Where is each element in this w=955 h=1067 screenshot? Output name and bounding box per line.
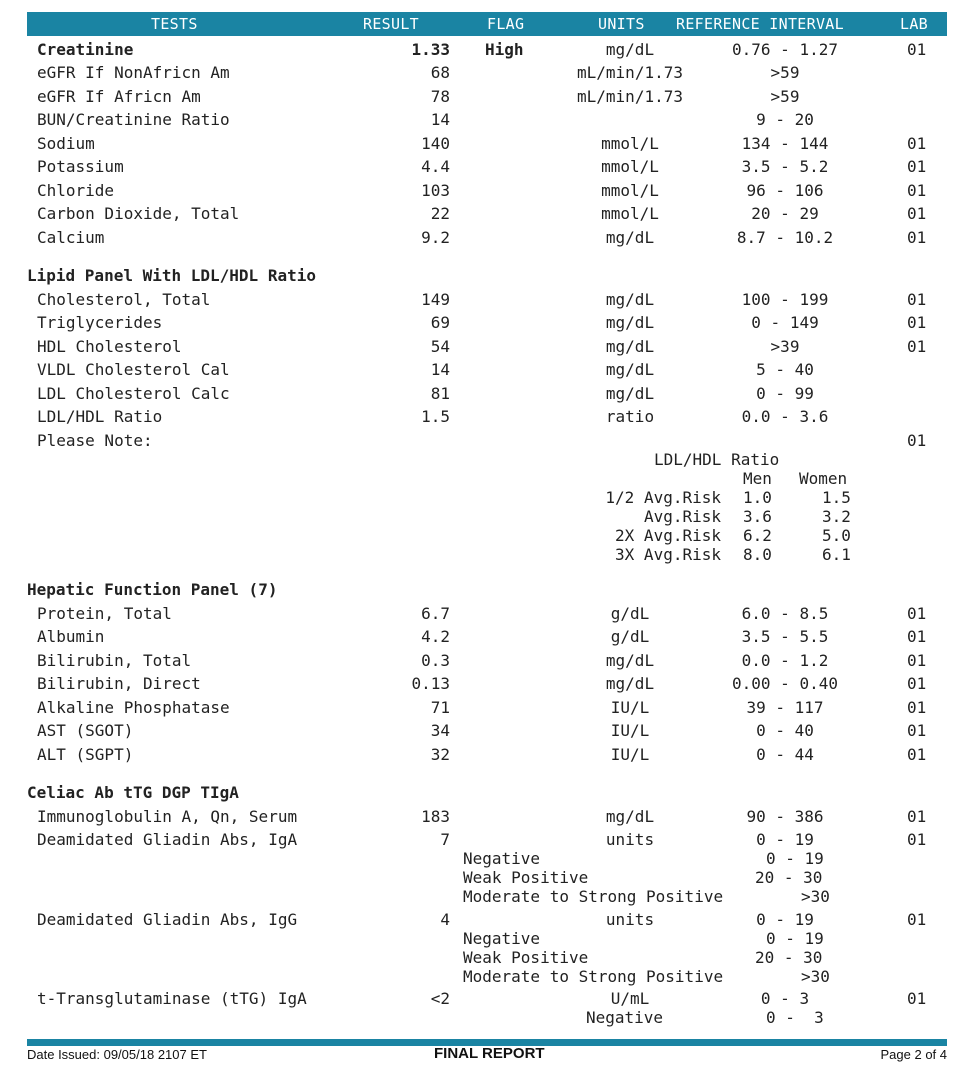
table-row <box>0 360 955 382</box>
test-units: mg/dL <box>605 40 655 59</box>
interpretation-range: 20 - 30 <box>755 868 823 887</box>
interpretation-range: >30 <box>801 967 830 986</box>
test-result: 1.5 <box>421 407 450 426</box>
ratio-note-risk-label: 3X Avg.Risk <box>615 545 721 564</box>
reference-interval: 0.00 - 0.40 <box>732 674 838 693</box>
lab-code: 01 <box>907 830 927 849</box>
ratio-note-risk-label: Avg.Risk <box>643 507 721 526</box>
test-units: mg/dL <box>605 313 655 332</box>
test-name: t-Transglutaminase (tTG) IgA <box>37 989 307 1008</box>
table-row <box>0 698 955 720</box>
test-units: mg/dL <box>605 290 655 309</box>
section-title: Hepatic Function Panel (7) <box>27 580 278 599</box>
col-result: RESULT <box>363 15 419 33</box>
test-result: 149 <box>421 290 450 309</box>
lab-code: 01 <box>907 40 927 59</box>
reference-interval: >59 <box>770 63 800 82</box>
date-issued: Date Issued: 09/05/18 2107 ET <box>27 1047 207 1062</box>
table-row <box>0 313 955 335</box>
ratio-note-title: LDL/HDL Ratio <box>654 450 780 469</box>
table-row <box>0 63 955 85</box>
test-result: 14 <box>430 360 450 379</box>
test-name: Immunoglobulin A, Qn, Serum <box>37 807 298 826</box>
reference-interval: 0.0 - 3.6 <box>741 407 829 426</box>
col-lab: LAB <box>900 15 928 33</box>
test-units: mg/dL <box>605 807 655 826</box>
test-result: 0.3 <box>421 651 450 670</box>
interpretation-range: 0 - 19 <box>766 849 824 868</box>
reference-interval: 9 - 20 <box>756 110 814 129</box>
reference-interval: 134 - 144 <box>741 134 829 153</box>
lab-code: 01 <box>907 604 927 623</box>
ratio-note-men-value: 6.2 <box>743 526 772 545</box>
test-units: ratio <box>605 407 655 426</box>
table-row <box>0 807 955 829</box>
test-name: Potassium <box>37 157 124 176</box>
test-name: LDL/HDL Ratio <box>37 407 163 426</box>
test-result: 140 <box>421 134 450 153</box>
lab-code: 01 <box>907 290 927 309</box>
reference-interval: 0 - 19 <box>756 910 814 929</box>
reference-interval: 0 - 99 <box>756 384 814 403</box>
section-hepatic-panel <box>0 580 955 602</box>
test-result: 1.33 <box>411 40 450 59</box>
test-result: 7 <box>440 830 450 849</box>
test-result: 103 <box>421 181 450 200</box>
table-row <box>0 204 955 226</box>
test-units: g/dL <box>610 627 650 646</box>
col-reference: REFERENCE INTERVAL <box>676 15 844 33</box>
table-row <box>0 290 955 312</box>
lab-code: 01 <box>907 337 927 356</box>
ratio-note-men-value: 3.6 <box>743 507 772 526</box>
reference-interval: 96 - 106 <box>746 181 824 200</box>
interpretation-range: >30 <box>801 887 830 906</box>
test-result: 78 <box>430 87 450 106</box>
ratio-note-women-value: 6.1 <box>822 545 851 564</box>
test-result: 4.4 <box>421 157 450 176</box>
test-result: 34 <box>430 721 450 740</box>
reference-interval: 90 - 386 <box>746 807 824 826</box>
lab-code: 01 <box>907 721 927 740</box>
ratio-note-risk-label: 2X Avg.Risk <box>615 526 721 545</box>
lab-code: 01 <box>907 651 927 670</box>
test-units: mmol/L <box>601 157 659 176</box>
ratio-note-women-value: 3.2 <box>822 507 851 526</box>
test-result: 4.2 <box>421 627 450 646</box>
test-units: IU/L <box>610 698 650 717</box>
test-result: 68 <box>430 63 450 82</box>
test-name: Triglycerides <box>37 313 163 332</box>
test-name: Deamidated Gliadin Abs, IgG <box>37 910 298 929</box>
table-row <box>0 407 955 429</box>
lab-code: 01 <box>907 431 927 450</box>
test-name: Sodium <box>37 134 95 153</box>
test-units: mmol/L <box>601 134 659 153</box>
interpretation-label: Negative <box>463 929 541 948</box>
test-name: Creatinine <box>37 40 134 59</box>
test-name: Please Note: <box>37 431 153 450</box>
test-name: BUN/Creatinine Ratio <box>37 110 230 129</box>
section-title: Celiac Ab tTG DGP TIgA <box>27 783 239 802</box>
test-units: IU/L <box>610 721 650 740</box>
test-units: mmol/L <box>601 204 659 223</box>
ratio-note-men-value: 8.0 <box>743 545 772 564</box>
interpretation-label: Negative <box>463 849 541 868</box>
test-name: AST (SGOT) <box>37 721 134 740</box>
test-name: Chloride <box>37 181 115 200</box>
table-row <box>0 228 955 250</box>
test-name: ALT (SGPT) <box>37 745 134 764</box>
table-row <box>0 431 955 453</box>
interpretation-label: Weak Positive <box>463 868 589 887</box>
ratio-note-men-value: 1.0 <box>743 488 772 507</box>
table-row <box>0 157 955 179</box>
section-lipid-panel <box>0 266 955 288</box>
ratio-note-risk-label: 1/2 Avg.Risk <box>605 488 721 507</box>
lab-code: 01 <box>907 989 927 1008</box>
test-result: 32 <box>430 745 450 764</box>
lab-code: 01 <box>907 674 927 693</box>
test-result: 9.2 <box>421 228 450 247</box>
table-row <box>0 674 955 696</box>
interpretation-range: 0 - 3 <box>766 1008 824 1027</box>
test-name: Bilirubin, Total <box>37 651 192 670</box>
test-name: Cholesterol, Total <box>37 290 211 309</box>
test-result: <2 <box>430 989 450 1008</box>
column-header-bar <box>27 12 947 36</box>
ratio-note-women-value: 5.0 <box>822 526 851 545</box>
lab-code: 01 <box>907 204 927 223</box>
lab-code: 01 <box>907 910 927 929</box>
test-result: 4 <box>440 910 450 929</box>
lab-code: 01 <box>907 134 927 153</box>
test-units: mg/dL <box>605 384 655 403</box>
reference-interval: >39 <box>770 337 800 356</box>
table-row <box>0 110 955 132</box>
interpretation-label: Weak Positive <box>463 948 589 967</box>
col-flag: FLAG <box>487 15 525 33</box>
table-row <box>0 40 955 62</box>
table-row <box>0 604 955 626</box>
test-result: 81 <box>430 384 450 403</box>
table-row <box>0 384 955 406</box>
table-row <box>0 337 955 359</box>
reference-interval: 0 - 149 <box>751 313 819 332</box>
reference-interval: 0 - 19 <box>756 830 814 849</box>
reference-interval: 0.76 - 1.27 <box>732 40 838 59</box>
reference-interval: 3.5 - 5.5 <box>741 627 829 646</box>
test-result: 69 <box>430 313 450 332</box>
lab-code: 01 <box>907 157 927 176</box>
test-name: eGFR If Africn Am <box>37 87 201 106</box>
test-name: HDL Cholesterol <box>37 337 182 356</box>
test-result: 0.13 <box>411 674 450 693</box>
test-units: mmol/L <box>601 181 659 200</box>
col-tests: TESTS <box>151 15 198 33</box>
test-units: mg/dL <box>605 337 655 356</box>
lab-code: 01 <box>907 627 927 646</box>
ratio-note-women-value: 1.5 <box>822 488 851 507</box>
lab-code: 01 <box>907 698 927 717</box>
table-row <box>0 721 955 743</box>
test-result: 183 <box>421 807 450 826</box>
test-units: units <box>605 830 655 849</box>
test-units: mg/dL <box>605 360 655 379</box>
table-row <box>0 651 955 673</box>
interpretation-label: Negative <box>586 1008 664 1027</box>
lab-code: 01 <box>907 807 927 826</box>
reference-interval: 0 - 40 <box>756 721 814 740</box>
test-units: IU/L <box>610 745 650 764</box>
reference-interval: 20 - 29 <box>751 204 819 223</box>
reference-interval: 100 - 199 <box>741 290 829 309</box>
lab-code: 01 <box>907 181 927 200</box>
test-units: units <box>605 910 655 929</box>
reference-interval: 39 - 117 <box>746 698 824 717</box>
interpretation-label: Moderate to Strong Positive <box>463 967 724 986</box>
reference-interval: 6.0 - 8.5 <box>741 604 829 623</box>
test-units: mg/dL <box>605 651 655 670</box>
interpretation-range: 20 - 30 <box>755 948 823 967</box>
report-status: FINAL REPORT <box>434 1045 545 1062</box>
test-name: Bilirubin, Direct <box>37 674 201 693</box>
reference-interval: 3.5 - 5.2 <box>741 157 829 176</box>
test-units: U/mL <box>610 989 650 1008</box>
test-result: 14 <box>430 110 450 129</box>
test-units: mL/min/1.73 <box>577 87 683 106</box>
table-row <box>0 627 955 649</box>
reference-interval: 0 - 3 <box>760 989 810 1008</box>
lab-code: 01 <box>907 313 927 332</box>
reference-interval: >59 <box>770 87 800 106</box>
reference-interval: 8.7 - 10.2 <box>736 228 834 247</box>
lab-code: 01 <box>907 745 927 764</box>
test-name: Alkaline Phosphatase <box>37 698 230 717</box>
table-row <box>0 87 955 109</box>
reference-interval: 0.0 - 1.2 <box>741 651 829 670</box>
reference-interval: 5 - 40 <box>756 360 814 379</box>
test-result: 6.7 <box>421 604 450 623</box>
col-units: UNITS <box>598 15 645 33</box>
test-result: 22 <box>430 204 450 223</box>
table-row <box>0 181 955 203</box>
test-result: 71 <box>430 698 450 717</box>
test-units: mL/min/1.73 <box>577 63 683 82</box>
section-title: Lipid Panel With LDL/HDL Ratio <box>27 266 316 285</box>
lab-code: 01 <box>907 228 927 247</box>
test-name: VLDL Cholesterol Cal <box>37 360 230 379</box>
test-name: Deamidated Gliadin Abs, IgA <box>37 830 298 849</box>
section-celiac-panel <box>0 783 955 805</box>
ratio-note-women-header: Women <box>799 469 848 488</box>
test-name: LDL Cholesterol Calc <box>37 384 230 403</box>
reference-interval: 0 - 44 <box>756 745 814 764</box>
test-name: Carbon Dioxide, Total <box>37 204 240 223</box>
test-result: 54 <box>430 337 450 356</box>
test-name: Calcium <box>37 228 105 247</box>
interpretation-range: 0 - 19 <box>766 929 824 948</box>
test-units: g/dL <box>610 604 650 623</box>
test-units: mg/dL <box>605 228 655 247</box>
test-name: eGFR If NonAfricn Am <box>37 63 230 82</box>
ratio-note-men-header: Men <box>743 469 772 488</box>
test-flag: High <box>485 40 524 59</box>
table-row <box>0 134 955 156</box>
test-units: mg/dL <box>605 674 655 693</box>
page-number: Page 2 of 4 <box>880 1047 947 1062</box>
table-row <box>0 745 955 767</box>
test-name: Albumin <box>37 627 105 646</box>
test-name: Protein, Total <box>37 604 172 623</box>
interpretation-label: Moderate to Strong Positive <box>463 887 724 906</box>
